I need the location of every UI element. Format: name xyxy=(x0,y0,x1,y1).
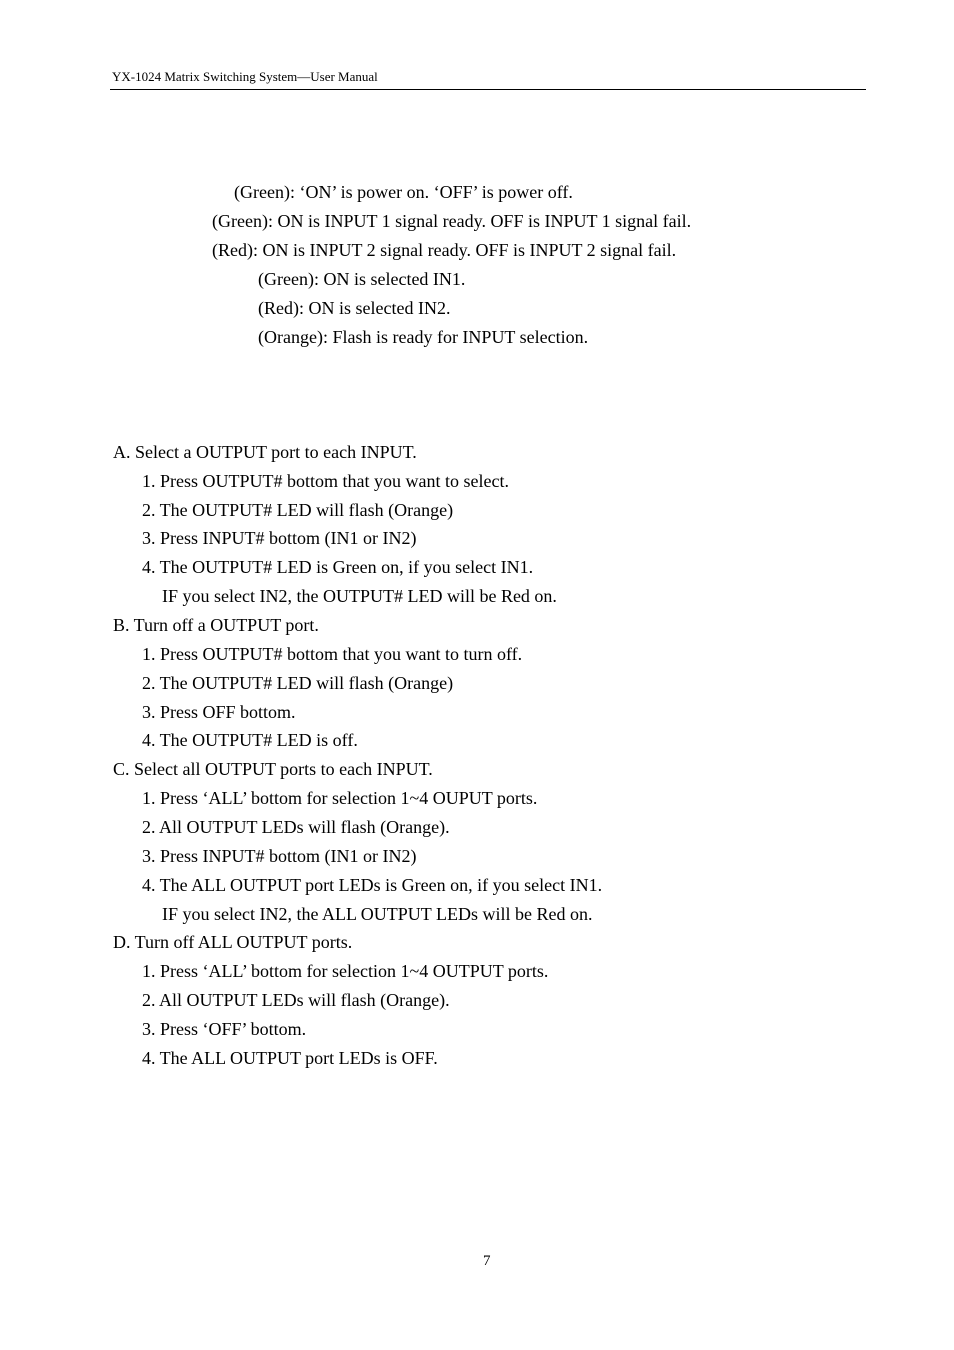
section-a-step: 2. The OUTPUT# LED will flash (Orange) xyxy=(142,500,454,520)
section-c-step: 4. The ALL OUTPUT port LEDs is Green on, if you select IN1. xyxy=(142,875,603,895)
section-a-step: 4. The OUTPUT# LED is Green on, if you select IN1. xyxy=(142,557,534,577)
section-c-heading: C. Select all OUTPUT ports to each INPUT. xyxy=(113,759,433,779)
legend-input2-led: (Red): ON is INPUT 2 signal ready. OFF is INPUT 2 signal fail. xyxy=(212,240,677,260)
section-a-heading: A. Select a OUTPUT port to each INPUT. xyxy=(113,442,417,462)
section-b-step: 2. The OUTPUT# LED will flash (Orange) xyxy=(142,673,454,693)
header-rule xyxy=(110,89,866,90)
section-d-step: 2. All OUTPUT LEDs will flash (Orange). xyxy=(142,990,450,1010)
section-a-step: 1. Press OUTPUT# bottom that you want to select. xyxy=(142,471,509,491)
section-b-heading: B. Turn off a OUTPUT port. xyxy=(113,615,319,635)
section-d-step: 1. Press ‘ALL’ bottom for selection 1~4 OUTPUT ports. xyxy=(142,961,549,981)
section-a-step: 3. Press INPUT# bottom (IN1 or IN2) xyxy=(142,528,417,548)
legend-selected-in2: (Red): ON is selected IN2. xyxy=(258,298,451,318)
section-b-step: 3. Press OFF bottom. xyxy=(142,702,296,722)
legend-flash-ready: (Orange): Flash is ready for INPUT selection. xyxy=(258,327,589,347)
section-c-step: 3. Press INPUT# bottom (IN1 or IN2) xyxy=(142,846,417,866)
section-c-step-continuation: IF you select IN2, the ALL OUTPUT LEDs will be Red on. xyxy=(162,904,593,924)
section-d-step: 3. Press ‘OFF’ bottom. xyxy=(142,1019,307,1039)
section-c-step: 2. All OUTPUT LEDs will flash (Orange). xyxy=(142,817,450,837)
section-d-heading: D. Turn off ALL OUTPUT ports. xyxy=(113,932,353,952)
running-header: YX-1024 Matrix Switching System—User Manual xyxy=(112,69,378,84)
section-a-step-continuation: IF you select IN2, the OUTPUT# LED will be Red on. xyxy=(162,586,557,606)
section-b-step: 1. Press OUTPUT# bottom that you want to turn off. xyxy=(142,644,523,664)
legend-power-led: (Green): ‘ON’ is power on. ‘OFF’ is power off. xyxy=(234,182,573,202)
section-c-step: 1. Press ‘ALL’ bottom for selection 1~4 OUPUT ports. xyxy=(142,788,538,808)
page-number: 7 xyxy=(483,1253,491,1269)
section-b-step: 4. The OUTPUT# LED is off. xyxy=(142,730,358,750)
legend-input1-led: (Green): ON is INPUT 1 signal ready. OFF is INPUT 1 signal fail. xyxy=(212,211,692,231)
legend-selected-in1: (Green): ON is selected IN1. xyxy=(258,269,466,289)
section-d-step: 4. The ALL OUTPUT port LEDs is OFF. xyxy=(142,1048,438,1068)
